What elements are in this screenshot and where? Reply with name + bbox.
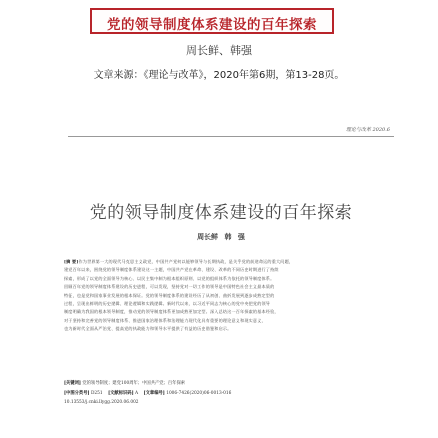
source-citation: 文章来源：《理论与改革》，2020年第6期，第13-28页。 <box>93 70 345 81</box>
authors-line: 周长鲜、韩强 <box>186 44 252 57</box>
abstract-line-6: 制度明确为我国的根本领导制度，推动党的领导制度体系更加成熟更加定型。深入总结这一百年探索的基本经验， <box>64 309 279 315</box>
keywords-label: [关键词] <box>64 381 81 386</box>
abstract-line-7: 对于坚持和完善党的领导制度体系、推进国家治理体系和治理能力现代化具有重要的理论意义和现实意义， <box>64 317 266 323</box>
abstract-line-0 <box>64 258 386 266</box>
abstract-block <box>64 258 386 334</box>
doc-label: [文献标识码] <box>108 391 134 396</box>
abstract-label: [摘 要] <box>64 259 79 264</box>
doc-value: A <box>135 391 139 396</box>
abstract-line-5: 过程，呈现出鲜明的历史逻辑、理论逻辑和实践逻辑。新时代以来，以习近平同志为核心的党中央把党的领导 <box>64 301 271 307</box>
abstract-text: 作为世界第一大的现代马克思主义政党，中国共产党何以能够领导与长期执政，是关乎党的前途命运的重大问题， <box>78 259 294 264</box>
abstract-line-8: 也为新时代全面从严治党、提高党的执政能力和领导水平提供了有益的历史借鉴和启示。 <box>64 326 232 332</box>
banner-title: 党的领导制度体系建设的百年探索 <box>107 17 317 33</box>
classification-line <box>64 390 231 396</box>
abstract-line-4: 特征，也是党和国家事业发展的根本保证。党的领导制度体系的建设经历了从初创、曲折发展到逐步成熟定型的 <box>64 292 275 298</box>
keywords-text: 党的领导制度；建党100周年；中国共产党；百年探索 <box>82 381 186 386</box>
journal-rule <box>68 136 394 137</box>
paper-authors: 周长鲜 韩 强 <box>197 232 245 241</box>
article-label: [文章编号] <box>143 391 165 396</box>
doi-line: 10.13553/j.cnki.llygg.2020.06.002 <box>64 400 139 405</box>
scanned-article-page <box>48 118 394 438</box>
class-label: [中图分类号] <box>64 391 90 396</box>
abstract-line-1: 建党百年以来，围绕党的领导制度体系建设这一主题，中国共产党在革命、建设、改革的不同历史时期进行了持续 <box>64 267 279 273</box>
paper-title: 党的领导制度体系建设的百年探索 <box>89 203 353 223</box>
keywords-line <box>64 380 185 386</box>
journal-tag: 理论与改革 2020.6 <box>345 127 390 133</box>
abstract-line-3: 回顾百年党的领导制度体系建设的历史进程，可以发现，坚持党对一切工作的领导是中国特色社会主义最本质的 <box>64 284 275 290</box>
abstract-line-2: 探索，形成了以党的全面领导为核心、以民主集中制为根本组织原则、以党的组织体系为依托的领导制度体系。 <box>64 275 275 281</box>
article-value: 1006-7426(2020)06-0013-016 <box>166 391 232 396</box>
class-value: D251 <box>90 391 103 396</box>
title-banner <box>90 8 334 34</box>
